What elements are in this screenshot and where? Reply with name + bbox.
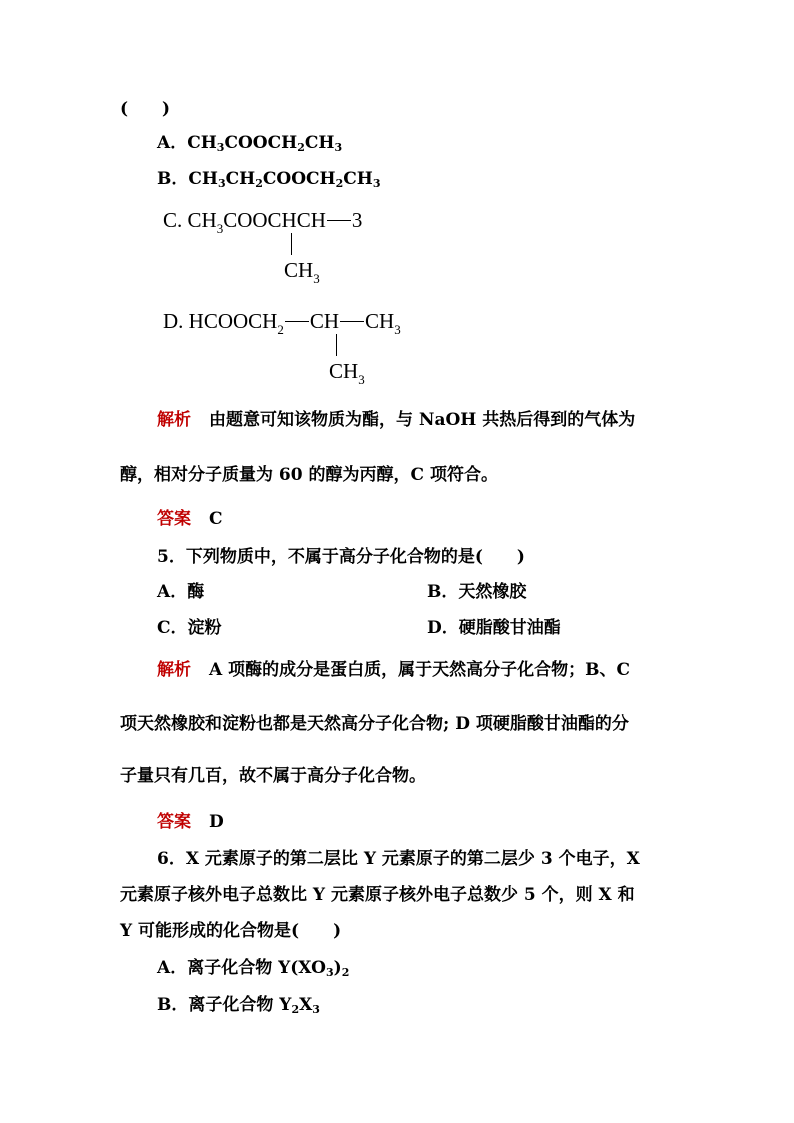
q5-analysis-line1: 解析 A 项酶的成分是蛋白质，属于天然高分子化合物；B、C — [157, 660, 631, 680]
q4-option-d-branch-bond — [336, 334, 337, 356]
q4-option-a: A．$CH_3COOCH_2CH_3$ — [157, 133, 343, 154]
q4-analysis-line1: 解析 由题意可知该物质为酯，与 NaOH 共热后得到的气体为 — [157, 410, 636, 430]
q6-option-a: A．离子化合物 $Y(XO_3)_2$ — [157, 958, 350, 979]
bond-line — [327, 220, 351, 221]
analysis-label: 解析 — [157, 410, 191, 430]
q6-stem-line3: Y 可能形成的化合物是( ) — [120, 921, 342, 941]
q4-option-d-formula: D. $HCOOCH_2$ CH $CH_3$ — [163, 309, 401, 337]
q5-option-c: C．淀粉 — [157, 618, 222, 638]
q4-option-b: B．$CH_3CH_2COOCH_2CH_3$ — [157, 169, 381, 190]
answer-label: 答案 — [157, 812, 191, 832]
q5-analysis-line2: 项天然橡胶和淀粉也都是天然高分子化合物; D 项硬脂酸甘油酯的分 — [120, 714, 629, 734]
q4-option-c-branch: $CH_3$ — [284, 258, 320, 286]
q4-analysis-line2: 醇，相对分子质量为 60 的醇为丙醇，C 项符合。 — [120, 465, 498, 485]
q5-stem: 5．下列物质中，不属于高分子化合物的是( ) — [157, 547, 525, 567]
q6-stem-line1: 6．X 元素原子的第二层比 Y 元素原子的第二层少 3 个电子，X — [157, 849, 640, 869]
q5-option-d: D．硬脂酸甘油酯 — [427, 618, 561, 638]
q5-option-b: B．天然橡胶 — [427, 582, 527, 602]
q5-option-a: A．酶 — [157, 582, 205, 602]
q5-answer: 答案 D — [157, 812, 224, 832]
answer-label: 答案 — [157, 509, 191, 529]
q4-option-c-branch-bond — [291, 233, 292, 255]
analysis-label: 解析 — [157, 660, 191, 680]
bond-line — [285, 321, 309, 322]
q6-option-b: B．离子化合物 $Y_2X_3$ — [157, 995, 320, 1016]
bond-line — [340, 321, 364, 322]
q4-option-c-formula: C. $CH_3COOCHCH$ 3 — [163, 208, 363, 236]
q4-answer: 答案 C — [157, 509, 223, 529]
q6-stem-line2: 元素原子核外电子总数比 Y 元素原子核外电子总数少 5 个，则 X 和 — [120, 885, 635, 905]
q4-answer-paren: ( ) — [120, 99, 171, 119]
q5-analysis-line3: 子量只有几百，故不属于高分子化合物。 — [120, 766, 426, 786]
q4-option-d-branch: $CH_3$ — [329, 359, 365, 387]
